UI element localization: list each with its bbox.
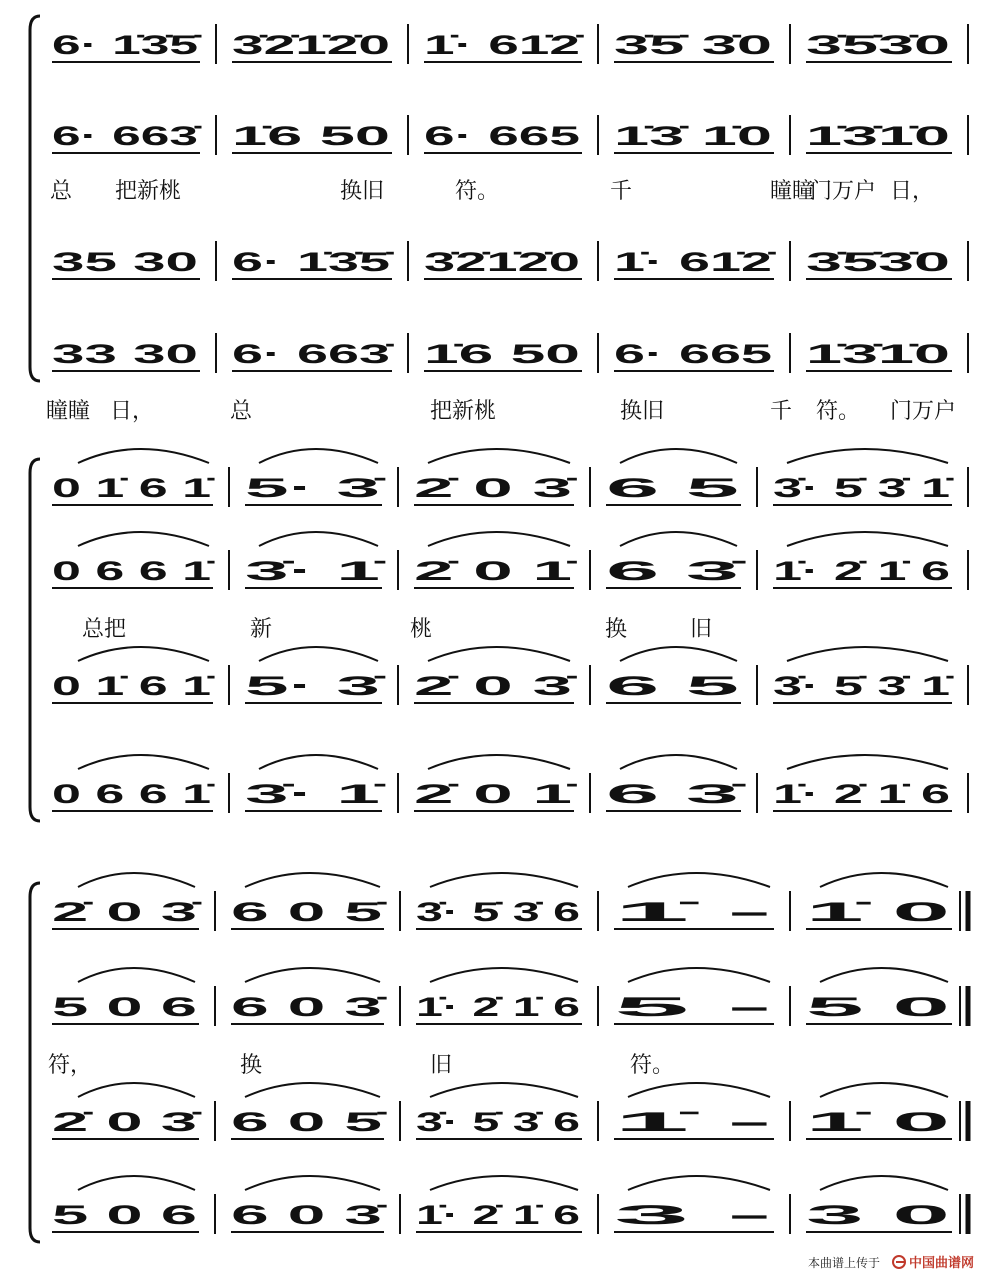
- staff-s2-v2: [52, 532, 968, 642]
- slur: [428, 532, 570, 546]
- measure-notes: 35 30: [52, 247, 198, 277]
- measure-notes: 3 -: [614, 1200, 772, 1230]
- slur: [787, 755, 948, 769]
- lyric-word: 换旧: [620, 399, 665, 424]
- staff-s2-v1: [52, 449, 968, 507]
- lyric-word: 千: [770, 399, 793, 424]
- measure-notes: 3̇· 1̇: [245, 556, 386, 586]
- staff-s2-v3: [52, 647, 968, 705]
- measure-notes: 2̇ 0 1̇: [414, 556, 578, 586]
- lyric-word: 符。: [816, 399, 861, 424]
- system-brace: [30, 16, 40, 381]
- slur: [820, 968, 948, 982]
- site-logo-icon: [893, 1256, 905, 1268]
- measure-notes: 3̇· 5̇ 3̇ 6: [416, 1107, 580, 1137]
- measure-notes: 2̇ 0 3̇: [52, 897, 202, 927]
- lyric-word: 符，: [48, 1053, 93, 1078]
- staff-s3-v3: [52, 1083, 968, 1141]
- lyric-word: 总把: [82, 617, 127, 642]
- measure-notes: 3̇5̇ 3̇0: [614, 30, 772, 60]
- measure-notes: 3̇· 5̇ 3̇ 6: [416, 897, 580, 927]
- measure-notes: 2̇ 0 1̇: [414, 779, 578, 809]
- slur: [259, 647, 378, 661]
- lyric-word: 旧: [690, 617, 713, 642]
- slur: [428, 449, 570, 463]
- measure-notes: 1̇3̇1̇0: [806, 121, 950, 151]
- measure-notes: 0 6 6 1̇: [52, 556, 215, 586]
- measure-notes: 1̇· 2̇ 1̇ 6: [416, 992, 580, 1022]
- measure-notes: 0 6 6 1̇: [52, 779, 215, 809]
- lyric-word: 瞳瞳: [46, 399, 91, 424]
- slur: [78, 873, 195, 887]
- measure-notes: 1̇· 61̇2̇: [424, 30, 585, 60]
- measure-notes: 6· 663̇: [232, 339, 395, 369]
- measure-notes: 6· 663̇: [52, 121, 202, 151]
- measure-notes: 6 0 3̇: [231, 1200, 387, 1230]
- measure-notes: 6 3̇: [606, 556, 747, 586]
- system-brace: [30, 459, 40, 821]
- measure-notes: 1̇6 50: [424, 339, 580, 369]
- measure-notes: 6· 665: [614, 339, 772, 369]
- slur: [620, 532, 737, 546]
- measure-notes: 2̇ 0 3̇: [414, 671, 578, 701]
- measure-notes: 1̇· 2̇ 1̇ 6: [773, 556, 950, 586]
- slur: [430, 1083, 578, 1097]
- lyric-word: 日，: [110, 399, 155, 424]
- measure-notes: 6 5: [606, 671, 739, 701]
- lyric-word: 新: [250, 617, 273, 642]
- lyric-word: 总: [230, 399, 253, 424]
- measure-notes: 5 0 6: [52, 992, 197, 1022]
- footer: [808, 1255, 974, 1271]
- measure-notes: 6· 665: [424, 121, 580, 151]
- lyric-word: 换: [605, 617, 628, 642]
- slur: [820, 1083, 948, 1097]
- slur: [78, 1176, 195, 1190]
- measure-notes: 1̇3̇1̇0: [806, 339, 950, 369]
- slur: [628, 1083, 770, 1097]
- measure-notes: 6 0 3̇: [231, 992, 387, 1022]
- lyric-word: 把新桃: [430, 399, 497, 424]
- slur: [430, 968, 578, 982]
- staff-s1-v2: [50, 115, 1000, 204]
- measure-notes: 6 0 5̇: [231, 1107, 387, 1137]
- slur: [430, 873, 578, 887]
- lyric-word: 把新桃: [115, 179, 182, 204]
- measure-notes: 5 0 6: [52, 1200, 197, 1230]
- slur: [628, 968, 770, 982]
- measure-notes: 5· 3̇: [245, 671, 386, 701]
- lyric-word: 总: [50, 179, 73, 204]
- slur: [245, 873, 380, 887]
- measure-notes: 6· 1̇3̇5̇: [52, 30, 202, 60]
- measure-notes: 0 1̇ 6 1̇: [52, 671, 215, 701]
- footer-site-name[interactable]: 中国曲谱网: [909, 1256, 975, 1271]
- measure-notes: 1̇· 2̇ 1̇ 6: [773, 779, 950, 809]
- measure-notes: 1̇3̇ 1̇0: [614, 121, 772, 151]
- staff-s1-v1: [52, 24, 968, 64]
- staff-s3-v4: [52, 1176, 968, 1234]
- lyric-word: 符。: [455, 179, 500, 204]
- measure-notes: 1̇· 2̇ 1̇ 6: [416, 1200, 580, 1230]
- lyric-word: 瞳瞳: [770, 179, 815, 204]
- lyric-word: 千: [610, 179, 633, 204]
- measure-notes: 2̇ 0 3̇: [414, 473, 578, 503]
- measure-notes: 6· 1̇3̇5̇: [232, 247, 395, 277]
- measure-notes: 6 0 5̇: [231, 897, 387, 927]
- slur: [259, 755, 378, 769]
- slur: [78, 532, 209, 546]
- slur: [245, 968, 380, 982]
- slur: [628, 873, 770, 887]
- measure-notes: 1̇ 0: [806, 897, 950, 927]
- measure-notes: 3 0: [806, 1200, 950, 1230]
- staff-s3-v2: [48, 968, 968, 1078]
- slur: [78, 647, 209, 661]
- measure-notes: 1̇· 61̇2̇: [614, 247, 777, 277]
- slur: [78, 1083, 195, 1097]
- lyric-word: 换: [240, 1053, 263, 1078]
- lyric-word: 日，: [890, 179, 935, 204]
- slur: [78, 755, 209, 769]
- measure-notes: 3̇2̇1̇2̇0: [232, 30, 390, 60]
- slur: [245, 1083, 380, 1097]
- slur: [620, 647, 737, 661]
- slur: [820, 1176, 948, 1190]
- slur: [430, 1176, 578, 1190]
- system-brace: [30, 883, 40, 1242]
- measure-notes: 2̇ 0 3̇: [52, 1107, 202, 1137]
- measure-notes: 3̇· 1̇: [245, 779, 386, 809]
- slur: [787, 532, 948, 546]
- measure-notes: 6 5: [606, 473, 739, 503]
- lyric-word: 符。: [630, 1053, 675, 1078]
- slur: [78, 449, 209, 463]
- measure-notes: 3̇· 5̇ 3̇ 1̇: [773, 473, 954, 503]
- staff-s1-v4: [46, 333, 1000, 424]
- lyric-word: 门万户: [810, 179, 877, 204]
- measure-notes: 1̇ 0: [806, 1107, 950, 1137]
- slur: [620, 755, 737, 769]
- measure-notes: 5 -: [614, 992, 772, 1022]
- slur: [259, 449, 378, 463]
- slur: [620, 449, 737, 463]
- measure-notes: 1̇ -: [614, 897, 772, 927]
- slur: [628, 1176, 770, 1190]
- slur: [428, 647, 570, 661]
- slur: [259, 532, 378, 546]
- slur: [820, 873, 948, 887]
- measure-notes: 0 1̇ 6 1̇: [52, 473, 215, 503]
- lyric-word: 旧: [430, 1053, 453, 1078]
- lyric-word: 换旧: [340, 179, 385, 204]
- score-marks: [30, 16, 1000, 1242]
- footer-uploaded-text: 本曲谱上传于: [808, 1256, 881, 1270]
- measure-notes: 3̇5̇3̇0: [806, 247, 950, 277]
- lyric-word: 门万户: [890, 399, 957, 424]
- slur: [787, 449, 948, 463]
- measure-notes: 1̇6 50: [232, 121, 390, 151]
- staff-s3-v1: [52, 873, 968, 931]
- measure-notes: 1̇ -: [614, 1107, 772, 1137]
- measure-notes: 3̇2̇1̇2̇0: [424, 247, 580, 277]
- slur: [787, 647, 948, 661]
- staff-s2-v4: [52, 755, 968, 813]
- lyric-word: 桃: [410, 617, 433, 642]
- slur: [428, 755, 570, 769]
- measure-notes: 3̇5̇3̇0: [806, 30, 950, 60]
- slur: [245, 1176, 380, 1190]
- measure-notes: 3̇· 5̇ 3̇ 1̇: [773, 671, 954, 701]
- measure-notes: 33 30: [52, 339, 198, 369]
- staff-s1-v3: [52, 241, 968, 281]
- measure-notes: 5 0: [806, 992, 950, 1022]
- measure-notes: 5· 3̇: [245, 473, 386, 503]
- slur: [78, 968, 195, 982]
- measure-notes: 6 3̇: [606, 779, 747, 809]
